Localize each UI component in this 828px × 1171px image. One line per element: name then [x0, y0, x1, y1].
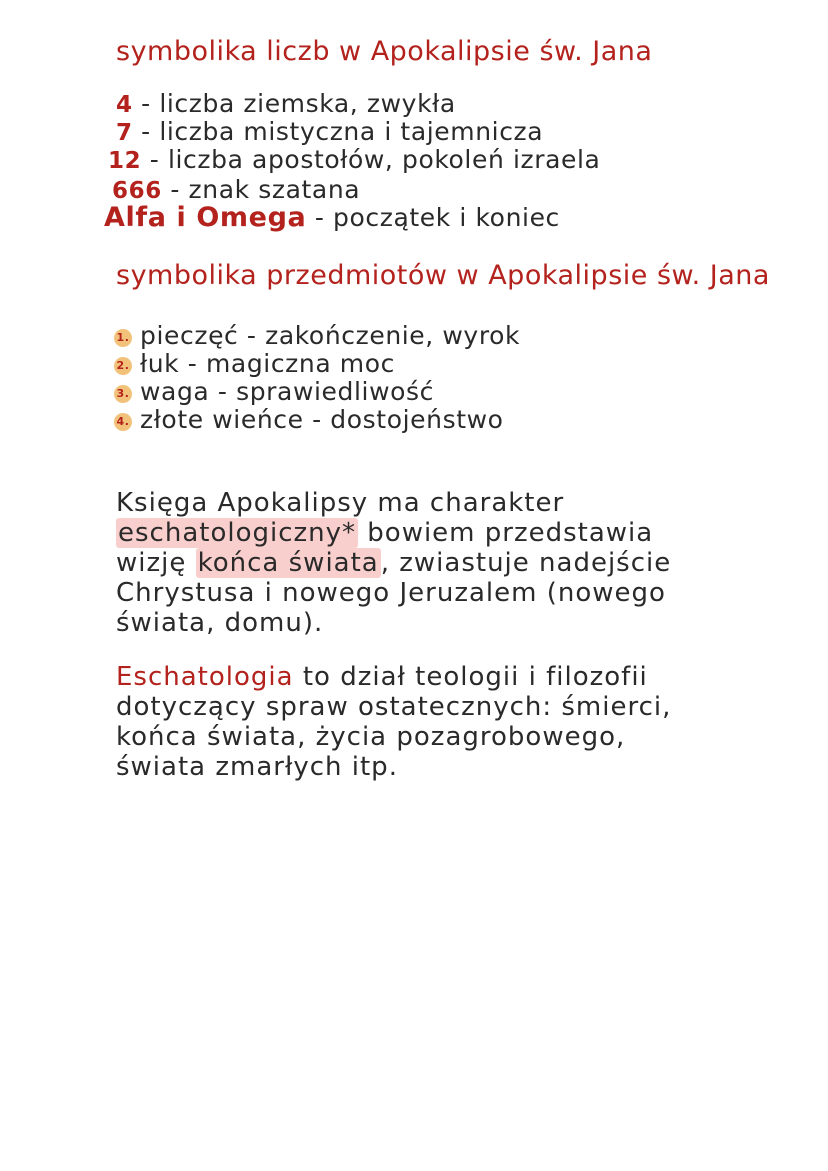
separator: - — [132, 89, 160, 118]
number-item — [104, 204, 560, 232]
bullet-number: 4. — [114, 413, 132, 431]
object-text: pieczęć - zakończenie, wyrok — [140, 321, 521, 350]
highlight-term: eschatologiczny* — [118, 518, 357, 548]
objects-heading: symbolika przedmiotów w Apokalipsie św. Jana — [116, 260, 770, 291]
number-item — [112, 176, 360, 205]
object-text: łuk - magiczna moc — [140, 349, 396, 378]
number-meaning: liczba apostołów, pokoleń izraela — [167, 145, 601, 174]
number-key: 666 — [112, 178, 162, 204]
number-meaning: liczba ziemska, zwykła — [159, 89, 456, 118]
definition-term: Eschatologia — [116, 662, 294, 692]
paragraph-text: Księga Apokalipsy ma charakter — [116, 488, 565, 518]
number-key: 7 — [116, 120, 133, 146]
number-item — [116, 118, 543, 147]
number-key: 4 — [116, 92, 133, 118]
separator: - — [306, 203, 334, 232]
number-meaning: znak szatana — [188, 175, 361, 204]
separator: - — [132, 117, 160, 146]
number-meaning: początek i koniec — [333, 203, 560, 232]
number-item — [108, 146, 600, 175]
number-key: 12 — [108, 148, 142, 174]
number-meaning: liczba mistyczna i tajemnicza — [159, 117, 544, 146]
separator: - — [161, 175, 189, 204]
object-item — [114, 406, 504, 434]
number-key: Alfa i Omega — [104, 202, 307, 233]
definition-text: to dział teologii i filozofii dotyczący spraw ostatecznych: śmierci, końca świata, życia pozagrobowego, świata zmarłych itp. — [116, 662, 672, 782]
bullet-number: 3. — [114, 385, 132, 403]
apocalypse-paragraph — [116, 488, 706, 638]
bullet-number: 2. — [114, 357, 132, 375]
highlight-phrase: końca świata — [197, 548, 379, 578]
object-item — [114, 322, 520, 350]
object-item — [114, 350, 395, 378]
paragraph-text: , zwiastuje nadejście Chrystusa i nowego Jeruzalem (nowego świata, domu). — [116, 548, 672, 638]
object-text: złote wieńce - dostojeństwo — [140, 405, 504, 434]
eschatology-definition — [116, 662, 716, 782]
separator: - — [141, 145, 168, 174]
paragraph-text: bowiem przedstawia wizję — [116, 518, 654, 578]
bullet-number: 1. — [114, 329, 132, 347]
numbers-heading: symbolika liczb w Apokalipsie św. Jana — [116, 36, 653, 67]
object-text: waga - sprawiedliwość — [140, 377, 435, 406]
number-item — [116, 90, 456, 119]
object-item — [114, 378, 434, 406]
